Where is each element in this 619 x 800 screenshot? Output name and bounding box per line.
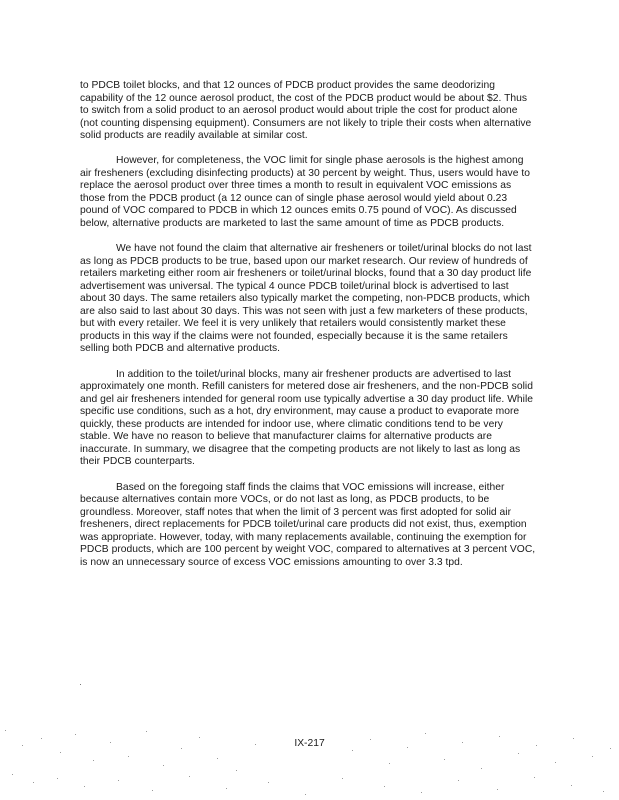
scan-speck bbox=[80, 684, 81, 685]
page-number: IX-217 bbox=[294, 738, 325, 749]
paragraph-product-life: In addition to the toilet/urinal blocks, many air freshener products are advertised to last approximately one month. Refill canisters for metered dose air fresheners, and the non-PDCB solid and gel air fresheners intended for general room use typically advertise a 30 day product life. While specific use conditions, such as a hot, dry environment, may cause a product to evaporate more quickly, these products are intended for indoor use, where climatic conditions tend to be very stable. We have no reason to believe that manufacturer claims for alternative products are inaccurate. In summary, we disagree that the competing products are not likely to last as long as their PDCB counterparts. bbox=[80, 368, 534, 468]
paragraph-voc-limit-aerosols: However, for completeness, the VOC limit for single phase aerosols is the highest among air fresheners (excluding disinfecting products) at 30 percent by weight. Thus, users would have to replace the aerosol product over three times a month to result in equivalent VOC emissions as those from the PDCB product (a 12 ounce can of single phase aerosol would yield about 0.23 pound of VOC compared to PDCB in which 12 ounces emits 0.75 pound of VOC). As discussed below, alternative products are marketed to last the same amount of time as PDCB products. bbox=[80, 155, 530, 230]
paragraph-staff-findings: Based on the foregoing staff finds the claims that VOC emissions will increase, either because alternatives contain more VOCs, or do not last as long, as PDCB products, to be groundless. Moreover, staff notes that when the limit of 3 percent was first adopted for solid air fresheners, direct replacements for PDCB toilet/urinal care products did not exist, thus, exemption was appropriate. However, today, with many replacements available, continuing the exemption for PDCB products, which are 100 percent by weight VOC, compared to alternatives at 3 percent VOC, is now an unnecessary source of excess VOC emissions amounting to over 3.3 tpd. bbox=[80, 481, 536, 568]
paragraph-continuation: to PDCB toilet blocks, and that 12 ounces of PDCB product provides the same deodorizing capability of the 12 ounce aerosol product, the cost of the PDCB product would be about $2. Thus to switch from a solid product to an aerosol product would about triple the cost for product alone (not counting dispensing equipment). Consumers are not likely to triple their costs when alternative solid products are readily available at similar cost. bbox=[80, 80, 532, 142]
paragraph-market-research: We have not found the claim that alternative air fresheners or toilet/urinal blocks do not last as long as PDCB products to be true, based upon our market research. Our review of hundreds of retailers marketing either room air fresheners or toilet/urinal blocks, found that a 30 day product life advertisement was universal. The typical 4 ounce PDCB toilet/urinal block is advertised to last about 30 days. The same retailers also typically market the competing, non-PDCB products, which are also said to last about 30 days. This was not seen with just a few marketers of these products, but with every retailer. We feel it is very unlikely that retailers would consistently market these products in this way if the claims were not founded, especially because it is the same retailers selling both PDCB and alternative products. bbox=[80, 243, 532, 355]
body-text bbox=[80, 80, 536, 582]
